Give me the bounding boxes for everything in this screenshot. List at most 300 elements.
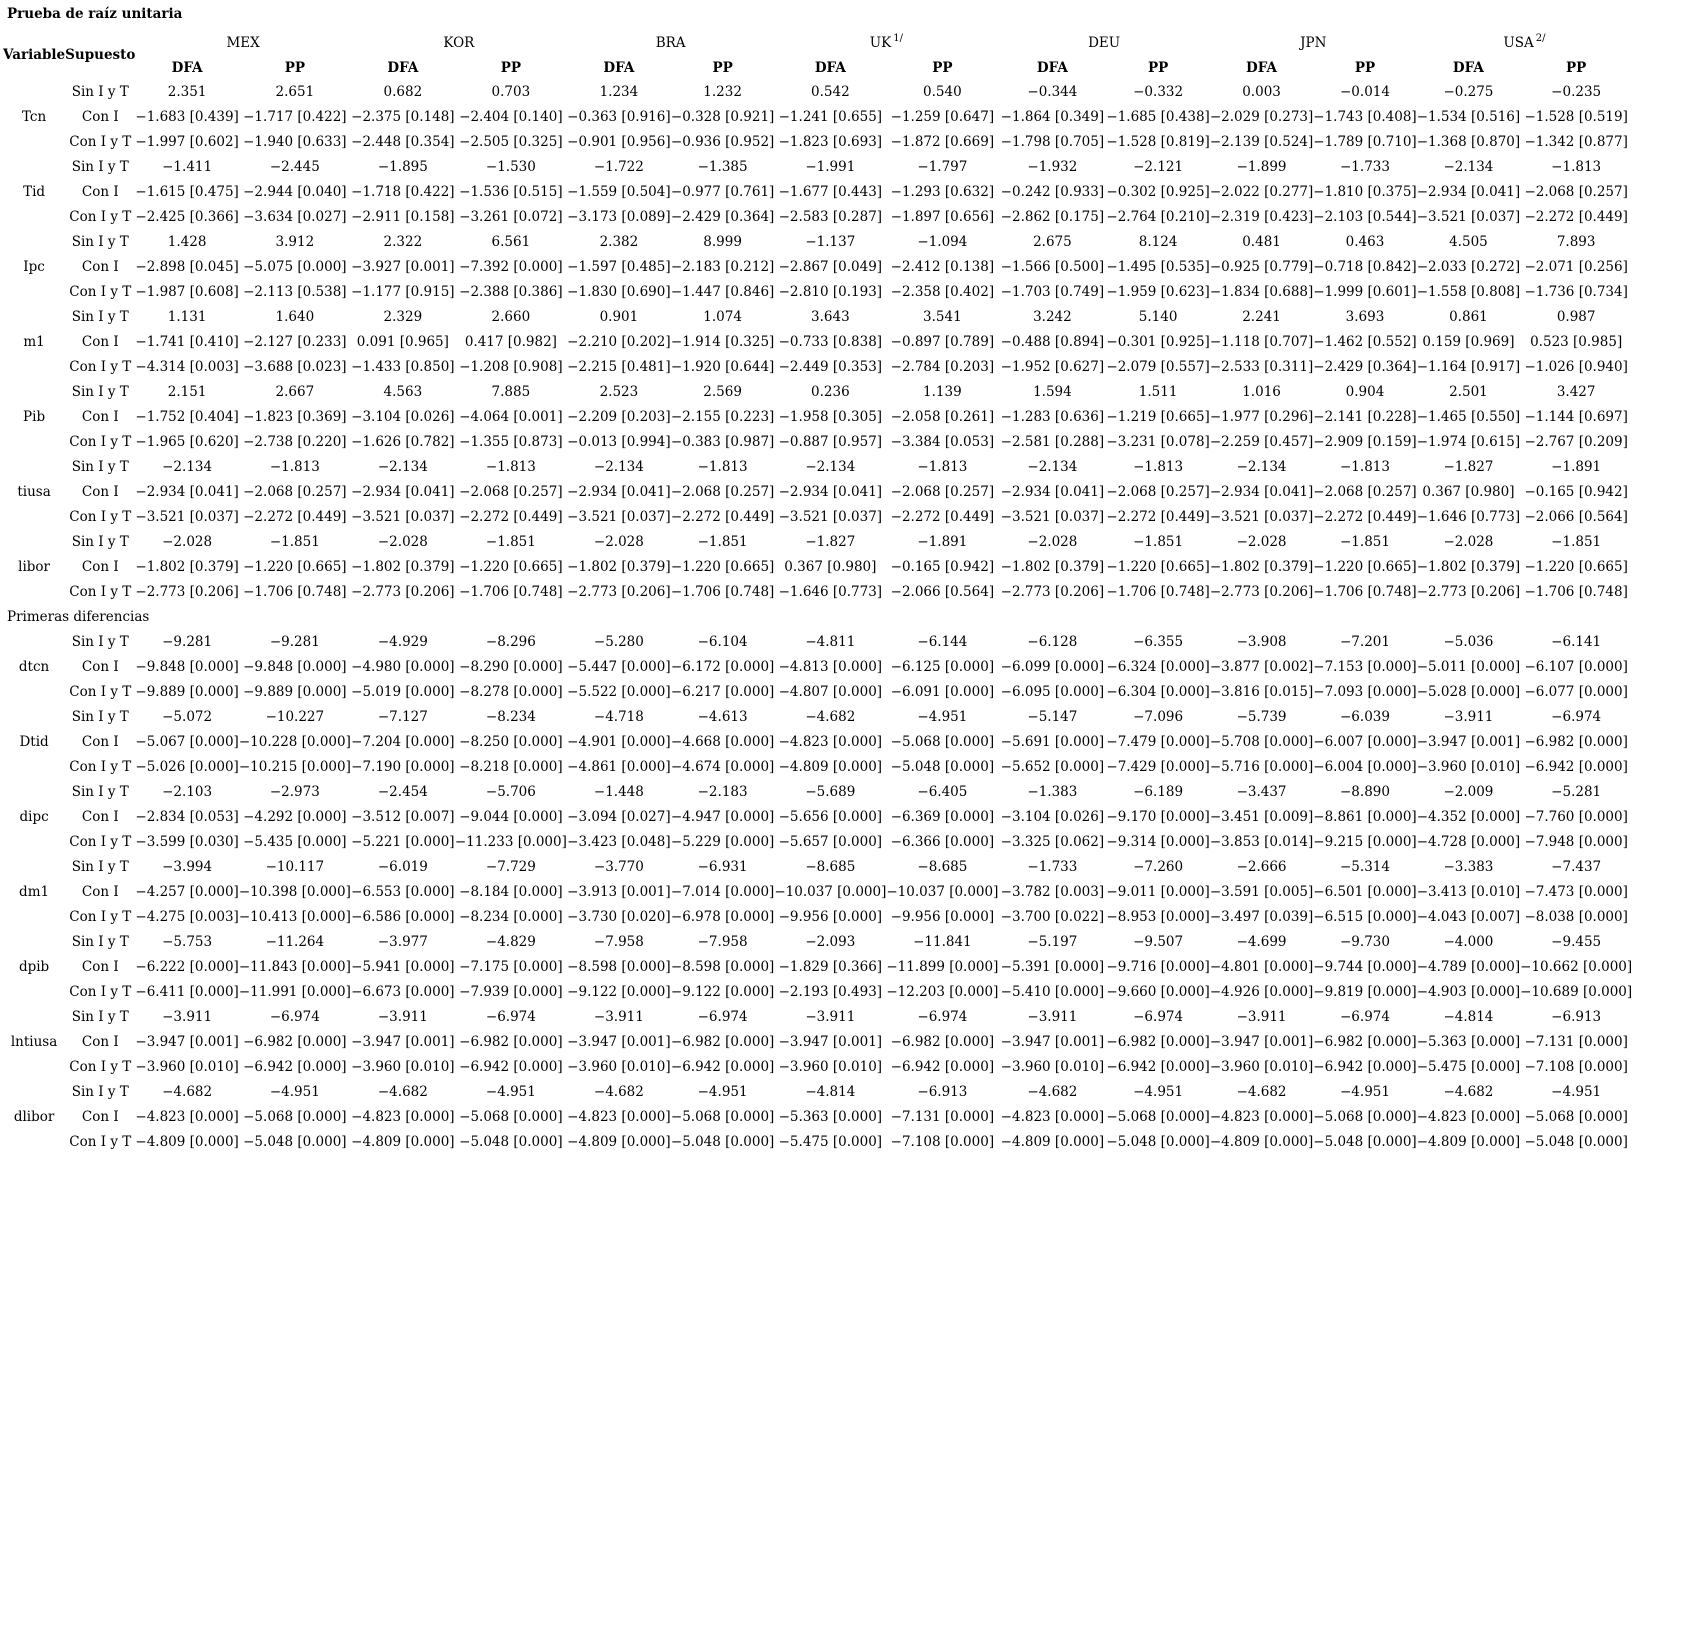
value-cell: −6.974 — [485, 1009, 536, 1025]
value-cell: −6.942 [0.000] — [1524, 759, 1628, 775]
value-cell: −6.091 [0.000] — [890, 684, 995, 700]
country-name: BRA — [655, 35, 686, 51]
value-cell: −5.475 [0.000] — [1416, 1059, 1521, 1075]
value-cell: −0.936 [0.952] — [670, 134, 775, 150]
value-cell: −3.497 [0.039] — [1209, 909, 1314, 925]
value-cell: −4.674 [0.000] — [670, 759, 775, 775]
value-cell: −3.977 — [377, 934, 428, 950]
value-cell: −1.293 [0.632] — [890, 184, 995, 200]
value-cell: −0.014 — [1340, 84, 1390, 100]
value-cell: −1.891 — [1551, 459, 1602, 475]
value-cell: −5.068 [0.000] — [670, 1109, 775, 1125]
table-row — [3, 180, 1632, 205]
value-cell: −2.911 [0.158] — [351, 209, 455, 225]
value-cell: −12.203 [0.000] — [886, 984, 999, 1000]
value-cell: −3.911 — [1027, 1009, 1078, 1025]
value-cell: 0.540 — [923, 84, 962, 100]
value-cell: 1.139 — [923, 384, 962, 400]
value-cell: −3.947 [0.001] — [135, 1034, 239, 1050]
value-cell: −5.048 [0.000] — [670, 1134, 775, 1150]
value-cell: −10.398 [0.000] — [238, 884, 351, 900]
value-cell: 0.003 — [1242, 84, 1281, 100]
supuesto-cell: Con I y T — [69, 909, 132, 925]
value-cell: −2.767 [0.209] — [1524, 434, 1628, 450]
supuesto-cell: Sin I y T — [71, 234, 129, 250]
value-cell: −2.666 — [1236, 859, 1287, 875]
value-cell: −0.733 [0.838] — [778, 334, 883, 350]
value-cell: −6.942 [0.000] — [459, 1059, 563, 1075]
country-header — [135, 30, 350, 57]
value-cell: −4.043 [0.007] — [1416, 909, 1521, 925]
supuesto-cell: Con I — [81, 809, 119, 825]
value-cell: −2.028 — [377, 534, 428, 550]
value-cell: −1.733 — [1340, 159, 1390, 175]
value-cell: −1.241 [0.655] — [778, 109, 883, 125]
value-cell: −2.272 [0.449] — [1524, 209, 1628, 225]
value-cell: −6.974 — [917, 1009, 968, 1025]
value-cell: −1.736 [0.734] — [1524, 284, 1628, 300]
value-cell: −1.789 [0.710] — [1313, 134, 1417, 150]
table-row — [3, 855, 1632, 880]
value-cell: −4.000 — [1443, 934, 1494, 950]
value-cell: −1.465 [0.550] — [1416, 409, 1521, 425]
value-cell: −7.939 [0.000] — [459, 984, 563, 1000]
value-cell: −4.861 [0.000] — [567, 759, 671, 775]
value-cell: −3.911 — [377, 1009, 428, 1025]
value-cell: −1.026 [0.940] — [1524, 359, 1628, 375]
value-cell: −6.324 [0.000] — [1106, 659, 1210, 675]
value-cell: −5.314 — [1340, 859, 1390, 875]
value-cell: −7.093 [0.000] — [1313, 684, 1417, 700]
value-cell: 2.241 — [1242, 309, 1281, 325]
value-cell: −4.809 [0.000] — [567, 1134, 671, 1150]
value-cell: −2.934 [0.041] — [1209, 484, 1314, 500]
value-cell: −0.235 — [1551, 84, 1602, 100]
value-cell: −7.175 [0.000] — [459, 959, 563, 975]
value-cell: −1.597 [0.485] — [567, 259, 671, 275]
value-cell: −4.823 [0.000] — [1209, 1109, 1314, 1125]
value-cell: −11.264 — [265, 934, 325, 950]
value-cell: −6.369 [0.000] — [890, 809, 995, 825]
value-cell: −2.388 [0.386] — [459, 284, 563, 300]
value-cell: −2.934 [0.041] — [1000, 484, 1105, 500]
value-cell: 0.703 — [491, 84, 531, 100]
supuesto-cell: Con I — [81, 409, 119, 425]
value-cell: −2.079 [0.557] — [1106, 359, 1210, 375]
value-cell: −1.813 — [917, 459, 968, 475]
value-cell: −1.385 — [697, 159, 748, 175]
table-row — [3, 1080, 1632, 1105]
value-cell: −5.475 [0.000] — [778, 1134, 883, 1150]
variable-name: tiusa — [17, 484, 51, 500]
value-cell: −10.227 — [265, 709, 325, 725]
value-cell: −7.729 — [485, 859, 536, 875]
value-cell: −5.280 — [593, 634, 644, 650]
value-cell: −1.797 — [917, 159, 968, 175]
value-cell: −4.823 [0.000] — [351, 1109, 455, 1125]
value-cell: −4.809 [0.000] — [1209, 1134, 1314, 1150]
supuesto-cell: Sin I y T — [71, 634, 129, 650]
value-cell: −4.807 [0.000] — [778, 684, 883, 700]
value-cell: 3.541 — [923, 309, 962, 325]
value-cell: −1.448 — [593, 784, 644, 800]
value-cell: −9.170 [0.000] — [1106, 809, 1210, 825]
value-cell: −6.673 [0.000] — [351, 984, 455, 1000]
page-title: Prueba de raíz unitaria — [7, 6, 183, 22]
variable-name: Pib — [23, 409, 46, 425]
value-cell: −4.699 — [1236, 934, 1287, 950]
value-cell: −3.960 [0.010] — [567, 1059, 671, 1075]
variable-name: lntiusa — [10, 1034, 58, 1050]
value-cell: −1.342 [0.877] — [1524, 134, 1628, 150]
value-cell: −1.283 [0.636] — [1000, 409, 1105, 425]
value-cell: −1.558 [0.808] — [1416, 284, 1521, 300]
value-cell: −1.741 [0.410] — [135, 334, 239, 350]
value-cell: 2.151 — [167, 384, 207, 400]
supuesto-cell: Sin I y T — [71, 1084, 129, 1100]
value-cell: 4.563 — [383, 384, 423, 400]
value-cell: 2.382 — [599, 234, 639, 250]
value-cell: −5.048 [0.000] — [243, 1134, 347, 1150]
country-header — [998, 30, 1209, 57]
value-cell: −6.974 — [1551, 709, 1602, 725]
value-cell: −1.718 [0.422] — [351, 184, 455, 200]
supuesto-cell: Con I y T — [69, 759, 132, 775]
value-cell: −9.281 — [162, 634, 213, 650]
value-cell: −2.272 [0.449] — [1106, 509, 1210, 525]
value-cell: −1.411 — [162, 159, 213, 175]
value-cell: −2.375 [0.148] — [351, 109, 455, 125]
value-cell: −11.233 [0.000] — [454, 834, 567, 850]
value-cell: −6.501 [0.000] — [1313, 884, 1417, 900]
value-cell: −6.942 [0.000] — [1313, 1059, 1417, 1075]
value-cell: −2.068 [0.257] — [670, 484, 775, 500]
value-cell: −8.598 [0.000] — [670, 959, 775, 975]
value-cell: −2.259 [0.457] — [1209, 434, 1314, 450]
value-cell: −1.798 [0.705] — [1000, 134, 1105, 150]
value-cell: −3.960 [0.010] — [778, 1059, 883, 1075]
value-cell: 1.234 — [599, 84, 639, 100]
value-cell: −2.134 — [162, 459, 213, 475]
value-cell: −3.911 — [1236, 1009, 1287, 1025]
value-cell: −2.066 [0.564] — [890, 584, 995, 600]
header-row-countries — [3, 30, 1632, 57]
value-cell: −2.068 [0.257] — [890, 484, 995, 500]
value-cell: −3.104 [0.026] — [351, 409, 455, 425]
value-cell: −2.028 — [1443, 534, 1494, 550]
value-cell: −4.682 — [1236, 1084, 1287, 1100]
value-cell: −2.412 [0.138] — [890, 259, 995, 275]
value-cell: −6.982 [0.000] — [670, 1034, 775, 1050]
value-cell: −9.507 — [1133, 934, 1184, 950]
value-cell: −1.932 — [1027, 159, 1078, 175]
value-cell: 7.885 — [491, 384, 531, 400]
value-cell: −9.660 [0.000] — [1106, 984, 1210, 1000]
value-cell: −3.521 [0.037] — [778, 509, 883, 525]
supuesto-cell: Sin I y T — [71, 859, 129, 875]
test-header: PP — [1147, 60, 1169, 76]
value-cell: −3.730 [0.020] — [567, 909, 671, 925]
value-cell: −1.447 [0.846] — [670, 284, 775, 300]
value-cell: −1.706 [0.748] — [670, 584, 775, 600]
value-cell: −1.355 [0.873] — [459, 434, 563, 450]
value-cell: 2.667 — [275, 384, 315, 400]
value-cell: −9.730 — [1340, 934, 1390, 950]
value-cell: 2.329 — [383, 309, 423, 325]
value-cell: −3.521 [0.037] — [351, 509, 455, 525]
value-cell: −8.184 [0.000] — [459, 884, 563, 900]
table-row — [3, 755, 1632, 780]
value-cell: 2.651 — [275, 84, 315, 100]
test-header: PP — [500, 60, 522, 76]
value-cell: −1.813 — [269, 459, 320, 475]
value-cell: −2.738 [0.220] — [243, 434, 347, 450]
value-cell: −1.813 — [697, 459, 748, 475]
value-cell: −1.914 [0.325] — [670, 334, 775, 350]
value-cell: −9.281 — [269, 634, 320, 650]
value-cell: −5.048 [0.000] — [1106, 1134, 1210, 1150]
table-row — [3, 130, 1632, 155]
value-cell: −7.131 [0.000] — [1524, 1034, 1628, 1050]
value-cell: −5.011 [0.000] — [1416, 659, 1521, 675]
value-cell: −5.068 [0.000] — [1524, 1109, 1628, 1125]
value-cell: −6.004 [0.000] — [1313, 759, 1417, 775]
value-cell: −6.172 [0.000] — [670, 659, 775, 675]
value-cell: −6.355 — [1133, 634, 1184, 650]
value-cell: −2.033 [0.272] — [1416, 259, 1521, 275]
value-cell: −2.210 [0.202] — [567, 334, 671, 350]
test-header: PP — [932, 60, 953, 76]
value-cell: −11.841 — [913, 934, 972, 950]
value-cell: −2.028 — [593, 534, 644, 550]
value-cell: −2.028 — [1027, 534, 1078, 550]
value-cell: −6.974 — [1340, 1009, 1390, 1025]
table-row — [3, 705, 1632, 730]
value-cell: 0.236 — [811, 384, 850, 400]
value-cell: −4.809 [0.000] — [351, 1134, 455, 1150]
value-cell: −4.668 [0.000] — [670, 734, 775, 750]
value-cell: −5.363 [0.000] — [1416, 1034, 1521, 1050]
value-cell: −2.029 [0.273] — [1209, 109, 1314, 125]
supuesto-cell: Sin I y T — [71, 709, 129, 725]
value-cell: 1.232 — [703, 84, 742, 100]
value-cell: −5.410 [0.000] — [1000, 984, 1105, 1000]
country-header — [774, 30, 998, 57]
value-cell: −3.700 [0.022] — [1000, 909, 1105, 925]
value-cell: −0.718 [0.842] — [1313, 259, 1417, 275]
value-cell: −5.048 [0.000] — [890, 759, 995, 775]
table-row — [3, 780, 1632, 805]
value-cell: −6.942 [0.000] — [890, 1059, 995, 1075]
value-cell: −4.718 — [593, 709, 644, 725]
value-cell: −9.011 [0.000] — [1106, 884, 1210, 900]
value-cell: −1.810 [0.375] — [1313, 184, 1417, 200]
value-cell: −6.931 — [697, 859, 748, 875]
value-cell: −2.103 — [162, 784, 213, 800]
value-cell: −3.911 — [162, 1009, 213, 1025]
value-cell: 2.351 — [167, 84, 207, 100]
value-cell: −2.834 [0.053] — [135, 809, 239, 825]
value-cell: −5.197 — [1027, 934, 1078, 950]
value-cell: −5.363 [0.000] — [778, 1109, 883, 1125]
table-row — [3, 955, 1632, 980]
footnote-marker: 1/ — [893, 33, 903, 44]
value-cell: −4.682 — [1027, 1084, 1078, 1100]
value-cell: −6.222 [0.000] — [135, 959, 239, 975]
value-cell: −4.951 — [1551, 1084, 1602, 1100]
value-cell: −7.108 [0.000] — [890, 1134, 995, 1150]
value-cell: −6.104 — [697, 634, 748, 650]
value-cell: 0.682 — [383, 84, 423, 100]
value-cell: −5.048 [0.000] — [1524, 1134, 1628, 1150]
value-cell: −3.437 — [1236, 784, 1287, 800]
value-cell: −1.965 [0.620] — [135, 434, 239, 450]
supuesto-cell: Con I — [81, 1034, 119, 1050]
value-cell: −8.685 — [917, 859, 968, 875]
supuesto-cell: Sin I y T — [71, 309, 129, 325]
supuesto-cell: Con I y T — [69, 284, 132, 300]
value-cell: −1.615 [0.475] — [135, 184, 239, 200]
value-cell: −1.977 [0.296] — [1209, 409, 1314, 425]
value-cell: −2.505 [0.325] — [459, 134, 563, 150]
value-cell: −3.521 [0.037] — [1209, 509, 1314, 525]
value-cell: −2.909 [0.159] — [1313, 434, 1417, 450]
variable-name: Tid — [23, 184, 46, 200]
value-cell: 8.124 — [1138, 234, 1178, 250]
value-cell: −6.974 — [1133, 1009, 1184, 1025]
value-cell: −1.830 [0.690] — [567, 284, 671, 300]
value-cell: −2.009 — [1443, 784, 1494, 800]
supuesto-cell: Sin I y T — [71, 384, 129, 400]
test-header: DFA — [1246, 60, 1278, 76]
table-row — [3, 930, 1632, 955]
table-row — [3, 380, 1632, 405]
country-header — [1210, 30, 1417, 57]
value-cell: −1.717 [0.422] — [243, 109, 347, 125]
value-cell: −6.411 [0.000] — [135, 984, 239, 1000]
value-cell: −1.433 [0.850] — [351, 359, 455, 375]
value-cell: −9.122 [0.000] — [567, 984, 671, 1000]
value-cell: −2.134 — [1443, 159, 1494, 175]
value-cell: −5.941 [0.000] — [351, 959, 455, 975]
value-cell: −9.122 [0.000] — [670, 984, 775, 1000]
value-cell: −10.662 [0.000] — [1520, 959, 1633, 975]
value-cell: −4.314 [0.003] — [135, 359, 239, 375]
value-cell: −2.454 — [377, 784, 428, 800]
value-cell: −4.682 — [593, 1084, 644, 1100]
value-cell: −6.515 [0.000] — [1313, 909, 1417, 925]
value-cell: 2.322 — [383, 234, 423, 250]
value-cell: −5.691 [0.000] — [1000, 734, 1105, 750]
value-cell: −4.951 — [917, 709, 968, 725]
supuesto-cell: Con I — [81, 334, 119, 350]
value-cell: −7.260 — [1133, 859, 1184, 875]
value-cell: −4.682 — [1443, 1084, 1494, 1100]
value-cell: −1.677 [0.443] — [778, 184, 883, 200]
value-cell: −5.447 [0.000] — [567, 659, 671, 675]
value-cell: −1.813 — [1133, 459, 1184, 475]
value-cell: −1.940 [0.633] — [243, 134, 347, 150]
value-cell: 4.505 — [1449, 234, 1488, 250]
value-cell: −3.512 [0.007] — [351, 809, 455, 825]
value-cell: −1.959 [0.623] — [1106, 284, 1210, 300]
value-cell: −2.425 [0.366] — [135, 209, 239, 225]
table-row — [3, 1130, 1632, 1155]
variable-name: dpib — [18, 959, 50, 975]
supuesto-header: Supuesto — [65, 46, 136, 63]
value-cell: −6.982 [0.000] — [1313, 1034, 1417, 1050]
test-header: DFA — [387, 60, 419, 76]
value-cell: −4.980 [0.000] — [351, 659, 455, 675]
value-cell: −1.219 [0.665] — [1106, 409, 1210, 425]
value-cell: −2.429 [0.364] — [1313, 359, 1417, 375]
value-cell: −1.802 [0.379] — [1000, 559, 1105, 575]
value-cell: −4.951 — [1133, 1084, 1184, 1100]
value-cell: −7.437 — [1551, 859, 1602, 875]
table-row — [3, 230, 1632, 255]
value-cell: −2.193 [0.493] — [778, 984, 883, 1000]
value-cell: −2.773 [0.206] — [351, 584, 455, 600]
value-cell: −2.071 [0.256] — [1524, 259, 1628, 275]
value-cell: 3.643 — [811, 309, 850, 325]
supuesto-cell: Con I — [81, 184, 119, 200]
value-cell: −3.960 [0.010] — [1209, 1059, 1314, 1075]
value-cell: −1.952 [0.627] — [1000, 359, 1105, 375]
variable-name: dlibor — [13, 1109, 55, 1125]
value-cell: −5.068 [0.000] — [1313, 1109, 1417, 1125]
value-cell: −2.973 — [269, 784, 320, 800]
value-cell: −1.646 [0.773] — [778, 584, 883, 600]
value-cell: −10.689 [0.000] — [1520, 984, 1633, 1000]
value-cell: −1.094 — [917, 234, 968, 250]
value-cell: −7.392 [0.000] — [459, 259, 563, 275]
section-label: Primeras diferencias — [7, 609, 150, 625]
value-cell: −5.028 [0.000] — [1416, 684, 1521, 700]
value-cell: −5.391 [0.000] — [1000, 959, 1105, 975]
value-cell: −10.215 [0.000] — [238, 759, 351, 775]
value-cell: −2.127 [0.233] — [243, 334, 347, 350]
value-cell: −10.413 [0.000] — [238, 909, 351, 925]
header-row-tests — [3, 57, 1632, 80]
value-cell: −2.068 [0.257] — [243, 484, 347, 500]
table-header — [3, 30, 1632, 80]
value-cell: −0.332 — [1133, 84, 1184, 100]
value-cell: −9.744 [0.000] — [1313, 959, 1417, 975]
value-cell: −1.706 [0.748] — [1524, 584, 1628, 600]
table-row — [3, 730, 1632, 755]
value-cell: −6.553 [0.000] — [351, 884, 455, 900]
value-cell: −0.488 [0.894] — [1000, 334, 1105, 350]
value-cell: −0.897 [0.789] — [890, 334, 995, 350]
value-cell: −2.103 [0.544] — [1313, 209, 1417, 225]
value-cell: −9.819 [0.000] — [1313, 984, 1417, 1000]
value-cell: −6.942 [0.000] — [670, 1059, 775, 1075]
value-cell: 1.511 — [1138, 384, 1178, 400]
value-cell: −1.999 [0.601] — [1313, 284, 1417, 300]
value-cell: −8.290 [0.000] — [459, 659, 563, 675]
value-cell: −6.405 — [917, 784, 968, 800]
value-cell: −7.096 — [1133, 709, 1184, 725]
value-cell: −2.581 [0.288] — [1000, 434, 1105, 450]
value-cell: −2.448 [0.354] — [351, 134, 455, 150]
value-cell: −4.929 — [377, 634, 428, 650]
value-cell: −0.328 [0.921] — [670, 109, 775, 125]
value-cell: 7.893 — [1556, 234, 1596, 250]
supuesto-cell: Con I — [81, 259, 119, 275]
country-header — [1417, 30, 1632, 57]
value-cell: −4.064 [0.001] — [459, 409, 563, 425]
value-cell: −8.038 [0.000] — [1524, 909, 1628, 925]
